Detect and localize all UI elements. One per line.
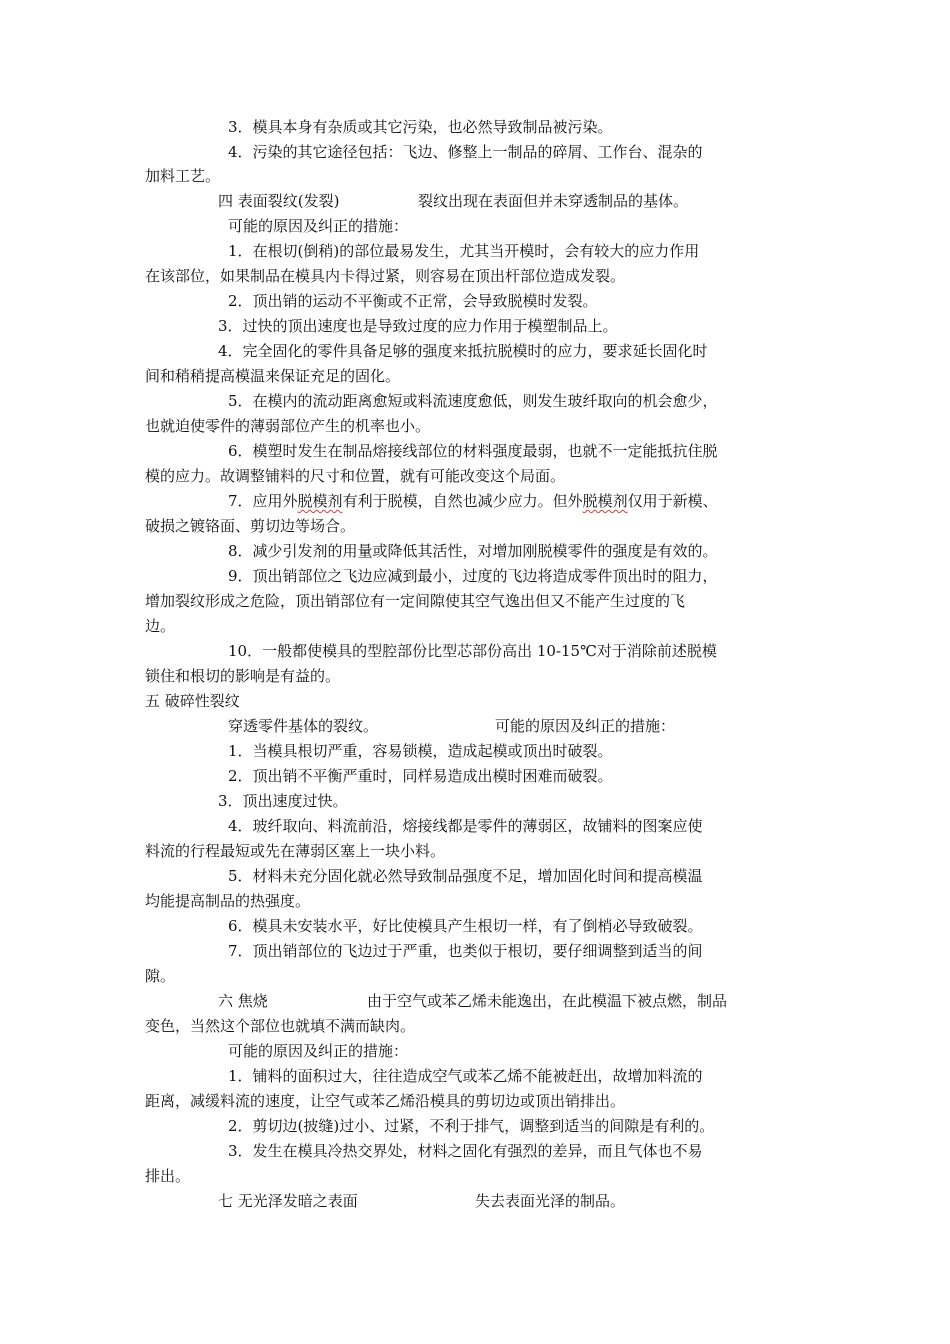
section-description: 穿透零件基体的裂纹。 <box>228 717 379 735</box>
text-line: 间和稍稍提高模温来保证充足的固化。 <box>145 367 401 385</box>
text-segment: 仅用于新模、 <box>627 492 718 510</box>
text-line <box>228 491 718 511</box>
text-line: 3．发生在模具冷热交界处，材料之固化有强烈的差异，而且气体也不易 <box>228 1142 703 1160</box>
text-line: 9．顶出销部位之飞边应减到最小，过度的飞边将造成零件顶出时的阻力， <box>228 567 718 585</box>
text-line: 距离，减缓料流的速度，让空气或苯乙烯沿模具的剪切边或顶出销排出。 <box>145 1092 626 1110</box>
text-line: 10．一般都使模具的型腔部份比型芯部份高出 10-15℃对于消除前述脱模 <box>228 642 717 660</box>
section-heading: 四 表面裂纹(发裂) <box>218 192 340 210</box>
text-line: 变色，当然这个部位也就填不满而缺肉。 <box>145 1017 416 1035</box>
text-line: 5．在模内的流动距离愈短或料流速度愈低，则发生玻纤取向的机会愈少， <box>228 392 718 410</box>
text-line: 2．顶出销不平衡严重时，同样易造成出模时困难而破裂。 <box>228 767 613 785</box>
section-description: 失去表面光泽的制品。 <box>475 1192 626 1210</box>
text-line: 可能的原因及纠正的措施： <box>228 217 409 235</box>
text-line: 3．过快的顶出速度也是导致过度的应力作用于模塑制品上。 <box>218 317 618 335</box>
text-line: 1．当模具根切严重，容易锁模，造成起模或顶出时破裂。 <box>228 742 613 760</box>
text-line: 2．剪切边(披缝)过小、过紧，不利于排气，调整到适当的间隙是有利的。 <box>228 1117 715 1135</box>
text-line: 可能的原因及纠正的措施： <box>495 717 676 735</box>
text-line: 加料工艺。 <box>145 167 221 185</box>
text-line: 均能提高制品的热强度。 <box>145 892 311 910</box>
text-line: 排出。 <box>145 1167 191 1185</box>
text-line: 1．铺料的面积过大，往往造成空气或苯乙烯不能被赶出，故增加料流的 <box>228 1067 703 1085</box>
text-line: 破损之镀铬面、剪切边等场合。 <box>145 517 356 535</box>
text-line: 可能的原因及纠正的措施： <box>228 1042 409 1060</box>
text-line: 3．模具本身有杂质或其它污染，也必然导致制品被污染。 <box>228 118 613 136</box>
text-line: 5．材料未充分固化就必然导致制品强度不足，增加固化时间和提高模温 <box>228 867 703 885</box>
text-line: 2．顶出销的运动不平衡或不正常，会导致脱模时发裂。 <box>228 292 598 310</box>
spellcheck-flagged-word: 脱模剂 <box>297 492 343 510</box>
text-segment: 7．应用外 <box>228 492 298 510</box>
text-line: 也就迫使零件的薄弱部位产生的机率也小。 <box>145 417 431 435</box>
text-line: 隙。 <box>145 967 176 985</box>
text-line: 锁住和根切的影响是有益的。 <box>145 667 341 685</box>
text-line: 4．污染的其它途径包括：飞边、修整上一制品的碎屑、工作台、混杂的 <box>228 143 703 161</box>
text-line: 4．完全固化的零件具备足够的强度来抵抗脱模时的应力，要求延长固化时 <box>218 342 708 360</box>
section-description: 由于空气或苯乙烯未能逸出，在此模温下被点燃，制品 <box>367 992 728 1010</box>
text-line: 边。 <box>145 617 176 635</box>
section-heading: 七 无光泽发暗之表面 <box>218 1192 358 1210</box>
spellcheck-flagged-word: 脱模剂 <box>582 492 628 510</box>
section-heading: 六 焦烧 <box>218 992 268 1010</box>
text-line: 料流的行程最短或先在薄弱区塞上一块小料。 <box>145 842 446 860</box>
section-heading: 五 破碎性裂纹 <box>145 692 240 710</box>
text-line: 6．模具未安装水平，好比使模具产生根切一样，有了倒梢必导致破裂。 <box>228 917 703 935</box>
text-line: 4．玻纤取向、料流前沿，熔接线都是零件的薄弱区，故铺料的图案应使 <box>228 817 703 835</box>
text-line: 7．顶出销部位的飞边过于严重，也类似于根切，要仔细调整到适当的间 <box>228 942 703 960</box>
text-line: 在该部位，如果制品在模具内卡得过紧，则容易在顶出杆部位造成发裂。 <box>145 267 626 285</box>
text-line: 增加裂纹形成之危险，顶出销部位有一定间隙使其空气逸出但又不能产生过度的飞 <box>145 592 686 610</box>
section-description: 裂纹出现在表面但并未穿透制品的基体。 <box>418 192 689 210</box>
text-line: 模的应力。故调整铺料的尺寸和位置，就有可能改变这个局面。 <box>145 467 566 485</box>
text-segment: 有利于脱模，自然也减少应力。但外 <box>342 492 583 510</box>
text-line: 1．在根切(倒稍)的部位最易发生，尤其当开模时，会有较大的应力作用 <box>228 242 700 260</box>
text-line: 8．减少引发剂的用量或降低其活性，对增加刚脱模零件的强度是有效的。 <box>228 542 718 560</box>
text-line: 6．模塑时发生在制品熔接线部位的材料强度最弱，也就不一定能抵抗住脱 <box>228 442 718 460</box>
text-line: 3．顶出速度过快。 <box>218 792 348 810</box>
